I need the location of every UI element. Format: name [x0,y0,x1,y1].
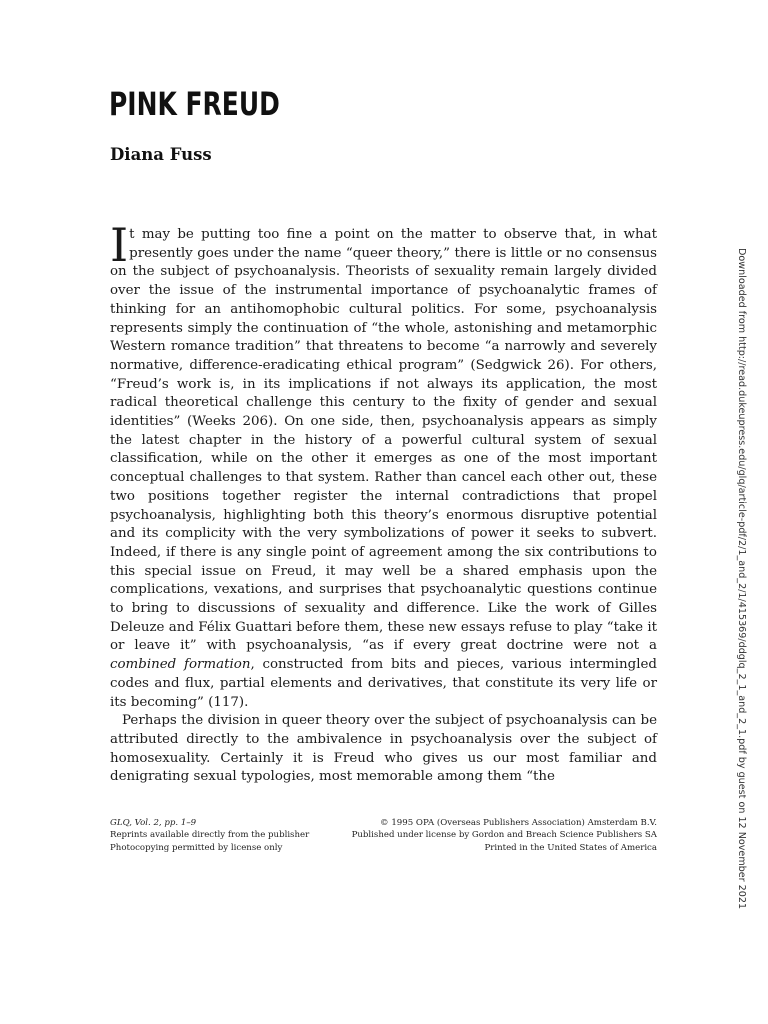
footer-reprints-note: Reprints available directly from the publisher [110,830,310,841]
paragraph-1-text: t may be putting too fine a point on the matter to observe that, in what presently goes under the name “queer theory,” there is little or no consensus on the subject of psychoanalysis. Theorists of sexuality remain largely divided over the issue of the instrumental importance of psychoanalytic frames of thinking for an antihomophobic cultural politics. For some, psychoanalysis represents simply the continuation of “the whole, astonishing and metamorphic Western romance tradition” that threatens to become “a narrowly and severely normative, difference-eradicating ethical program” (Sedgwick 26). For others, “Freud’s work is, in its implications if not always its application, the most radical theoretical challenge this century to the fixity of gender and sexual identities” (Weeks 206). On one side, then, psychoanalysis appears as simply the latest chapter in the history of a powerful cultural system of sexual classification, while on the other it emerges as one of the most important conceptual challenges to that system. Rather than cancel each other out, these two positions together register the internal contradictions that propel psychoanalysis, highlighting both this theory’s enormous disruptive potential and its complicity with the very symbolizations of power it seeks to subvert. Indeed, if there is any single point of agreement among the six contributions to this special issue on Freud, it may well be a shared emphasis upon the complications, vexations, and surprises that psychoanalytic questions continue to bring to discussions of sexuality and difference. Like the work of Gilles Deleuze and Félix Guattari before them, these new essays refuse to play “take it or leave it” with psychoanalysis, “as if every great doctrine were not a [110,227,657,654]
author-name: Diana Fuss [110,145,212,164]
drop-cap: I [110,218,129,272]
footer-printed-in: Printed in the United States of America [484,842,657,853]
footer-copyright-info [327,817,657,854]
article-title: PINK FREUD [109,85,280,123]
download-watermark: Downloaded from http://read.dukeupress.edu/glq/article-pdf/2/1_and_2/1/415369/ddglq_2_1_and_2_1.pdf by guest on 12 November 2021 [736,248,747,910]
footer-photocopying-note: Photocopying permitted by license only [110,842,283,853]
paragraph-1-end: , constructed from bits and pieces, various intermingled codes and flux, partial elements and derivatives, that constitute its very life or its becoming” (117). [110,657,657,710]
article-body [110,218,657,787]
paragraph-1 [110,218,657,712]
footer-copyright: © 1995 OPA (Overseas Publishers Association) Amsterdam B.V. [380,818,657,828]
footer-license: Published under license by Gordon and Breach Science Publishers SA [351,830,657,841]
paragraph-2: Perhaps the division in queer theory over the subject of psychoanalysis can be attributed directly to the ambivalence in psychoanalysis over the subject of homosexuality. Certainly it is Freud who gives us our most familiar and denigrating sexual typologies, most memorable among them “the [110,713,657,785]
footer-publication-info [110,817,340,854]
footer-journal-citation: GLQ, Vol. 2, pp. 1–9 [110,818,197,828]
emphasis-combined-formation: combined formation [110,657,251,673]
